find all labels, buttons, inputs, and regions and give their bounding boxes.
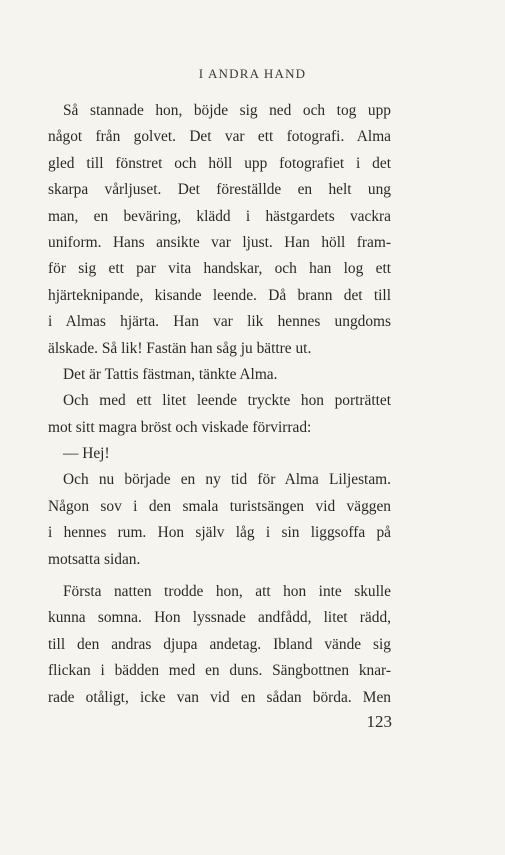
text-line: hjärteknipande, kisande leende. Då brann det till bbox=[48, 286, 391, 304]
text-line: i Almas hjärta. Han var lik hennes ungdoms bbox=[48, 313, 391, 331]
text-line: rade otåligt, icke van vid en sådan börda. Men bbox=[48, 688, 391, 706]
text-line: älskade. Så lik! Fastän han såg ju bättre ut. bbox=[48, 339, 312, 357]
text-line: motsatta sidan. bbox=[48, 550, 141, 568]
page-number: 123 bbox=[366, 712, 392, 731]
text-line: — Hej! bbox=[63, 445, 110, 463]
text-line: gled till fönstret och höll upp fotografiet i det bbox=[48, 154, 391, 172]
text-line: i hennes rum. Hon själv låg i sin liggsoffa på bbox=[48, 524, 391, 542]
text-line: mot sitt magra bröst och viskade förvirrad: bbox=[48, 418, 312, 436]
text-line: flickan i bädden med en duns. Sängbottnen knar- bbox=[48, 662, 391, 680]
body-text bbox=[48, 98, 391, 711]
text-line: Det är Tattis fästman, tänkte Alma. bbox=[63, 365, 278, 383]
text-line: skarpa vårljuset. Det föreställde en helt ung bbox=[48, 181, 391, 199]
text-line: till den andras djupa andetag. Ibland vände sig bbox=[48, 635, 391, 653]
text-line: uniform. Hans ansikte var ljust. Han höll fram- bbox=[48, 233, 391, 251]
text-line: Så stannade hon, böjde sig ned och tog upp bbox=[63, 102, 391, 119]
text-line: kunna somna. Hon lyssnade andfådd, litet rädd, bbox=[48, 609, 391, 627]
text-line: Och med ett litet leende tryckte hon porträttet bbox=[63, 392, 391, 410]
text-line: man, en beväring, klädd i hästgardets vackra bbox=[48, 207, 391, 225]
text-line: Och nu började en ny tid för Alma Liljestam. bbox=[63, 471, 391, 489]
running-head: I ANDRA HAND bbox=[198, 66, 307, 81]
text-line: för sig ett par vita handskar, och han log ett bbox=[48, 260, 391, 278]
text-line: Första natten trodde hon, att hon inte skulle bbox=[63, 583, 391, 601]
text-line: Någon sov i den smala turistsängen vid väggen bbox=[48, 497, 391, 515]
text-line: något från golvet. Det var ett fotografi. Alma bbox=[48, 128, 391, 146]
